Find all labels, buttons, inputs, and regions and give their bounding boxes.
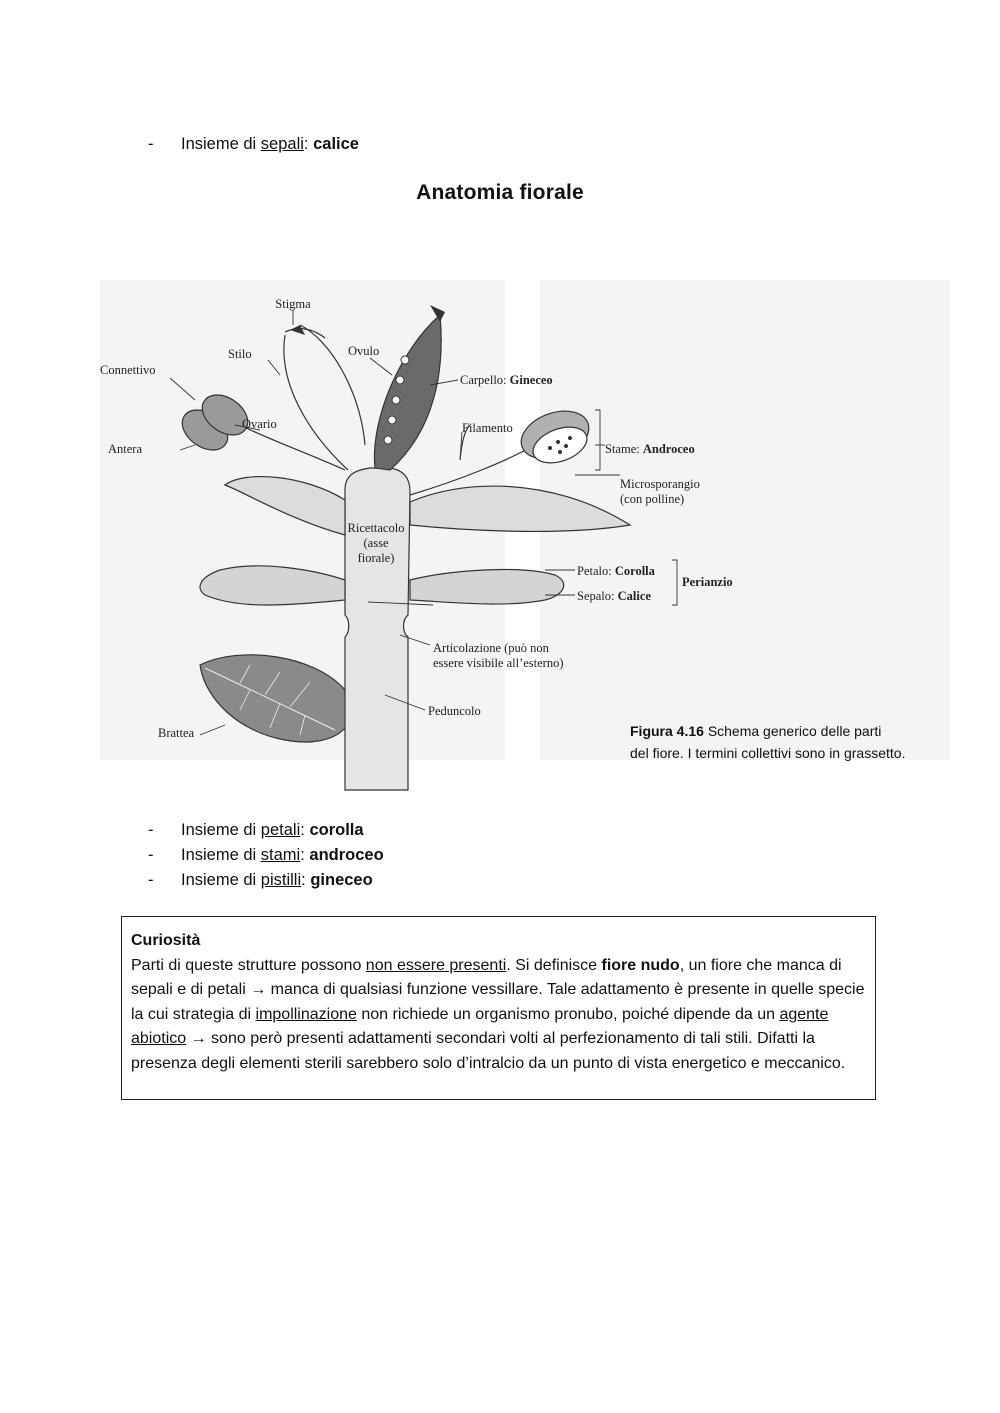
list-sep: : — [300, 846, 305, 864]
underlined-term: agente abiotico — [131, 1005, 829, 1047]
list-item — [148, 843, 384, 868]
label-microsporangio: Microsporangio — [620, 477, 700, 491]
label-ovario: Ovario — [242, 417, 277, 431]
label-gineceo: Gineceo — [509, 373, 553, 387]
label-articolazione-2: essere visibile all’esterno) — [433, 656, 564, 670]
label-carpello-text: Carpello: — [460, 373, 507, 387]
caption-line-2: del fiore. I termini collettivi sono in grassetto. — [630, 745, 906, 761]
list-prefix: Insieme di — [181, 135, 257, 153]
label-peduncolo: Peduncolo — [428, 704, 481, 718]
list-term: sepali — [260, 135, 304, 153]
label-filamento: Filamento — [462, 421, 513, 435]
text-segment: non richiede un organismo pronubo, poiché dipende da un — [356, 1005, 780, 1023]
text-segment: → sono però presenti adattamenti secondari volti al perfezionamento di tali stili. Difatti la presenza degli elementi sterili sarebbero solo d’intralcio da un punto di vista energetico e meccanico. — [131, 1030, 846, 1072]
underlined-term: non essere presenti — [365, 956, 507, 974]
label-ricettacolo: Ricettacolo — [347, 521, 405, 535]
list-collective-name: calice — [313, 135, 359, 153]
list-term: petali — [260, 821, 301, 839]
label-ricettacolo-2: (asse — [363, 536, 389, 550]
flower-anatomy-figure — [100, 270, 960, 795]
label-petalo-text: Petalo: — [577, 564, 612, 578]
caption-line-1: Schema generico delle parti — [707, 723, 882, 739]
flower-diagram — [100, 270, 960, 795]
label-sepalo — [577, 589, 651, 603]
label-sepalo-text: Sepalo: — [577, 589, 615, 603]
text-segment: Parti di queste strutture possono — [131, 956, 366, 974]
curiosity-title: Curiosità — [131, 932, 201, 949]
list-collective-name: corolla — [309, 821, 364, 839]
label-calice: Calice — [617, 589, 651, 603]
bold-term: fiore nudo — [601, 956, 680, 974]
list-term: stami — [260, 846, 301, 864]
list-collective-name: androceo — [309, 846, 384, 864]
list-prefix: Insieme di — [181, 821, 257, 839]
label-articolazione: Articolazione (può non — [433, 641, 549, 655]
underlined-term: impollinazione — [255, 1005, 357, 1023]
curiosity-box — [121, 916, 876, 1100]
list-prefix: Insieme di — [181, 846, 257, 864]
label-microsporangio-sub: (con polline) — [620, 492, 685, 506]
list-item — [148, 132, 359, 157]
label-petalo — [577, 564, 656, 578]
label-stilo: Stilo — [228, 347, 252, 361]
label-stame — [605, 442, 695, 456]
text-segment: , un fiore che manca di sepali e di petali → manca di qualsiasi funzione vessillare. Tale adattamento è presente in quelle specie la cui strategia di — [131, 956, 865, 1023]
bullet-list-sepali — [148, 132, 359, 157]
list-collective-name: gineceo — [310, 871, 373, 889]
label-corolla: Corolla — [614, 564, 655, 578]
label-antera: Antera — [108, 442, 143, 456]
list-prefix: Insieme di — [181, 871, 257, 889]
list-sep: : — [303, 135, 309, 153]
list-dash: - — [148, 846, 154, 864]
receptacle — [345, 468, 410, 790]
label-carpello — [460, 373, 553, 387]
list-dash: - — [148, 135, 154, 153]
list-sep: : — [300, 821, 305, 839]
list-dash: - — [148, 871, 154, 889]
list-sep: : — [301, 871, 306, 889]
label-ricettacolo-3: fiorale) — [357, 551, 395, 565]
label-androceo: Androceo — [642, 442, 695, 456]
label-stame-text: Stame: — [605, 442, 640, 456]
list-item — [148, 818, 384, 843]
curiosity-text — [131, 957, 864, 1072]
label-ovulo: Ovulo — [348, 344, 380, 358]
list-item — [148, 868, 384, 893]
bullet-list-collective — [148, 818, 384, 893]
label-brattea: Brattea — [158, 726, 195, 740]
caption-number: Figura 4.16 — [630, 723, 704, 739]
label-perianzio: Perianzio — [682, 575, 733, 589]
figure-heading: Anatomia fiorale — [416, 181, 584, 204]
label-stigma: Stigma — [275, 297, 311, 311]
list-dash: - — [148, 821, 154, 839]
label-connettivo: Connettivo — [100, 363, 156, 377]
list-term: pistilli — [260, 871, 302, 889]
text-segment: . Si definisce — [506, 956, 602, 974]
figure-caption — [630, 723, 881, 739]
